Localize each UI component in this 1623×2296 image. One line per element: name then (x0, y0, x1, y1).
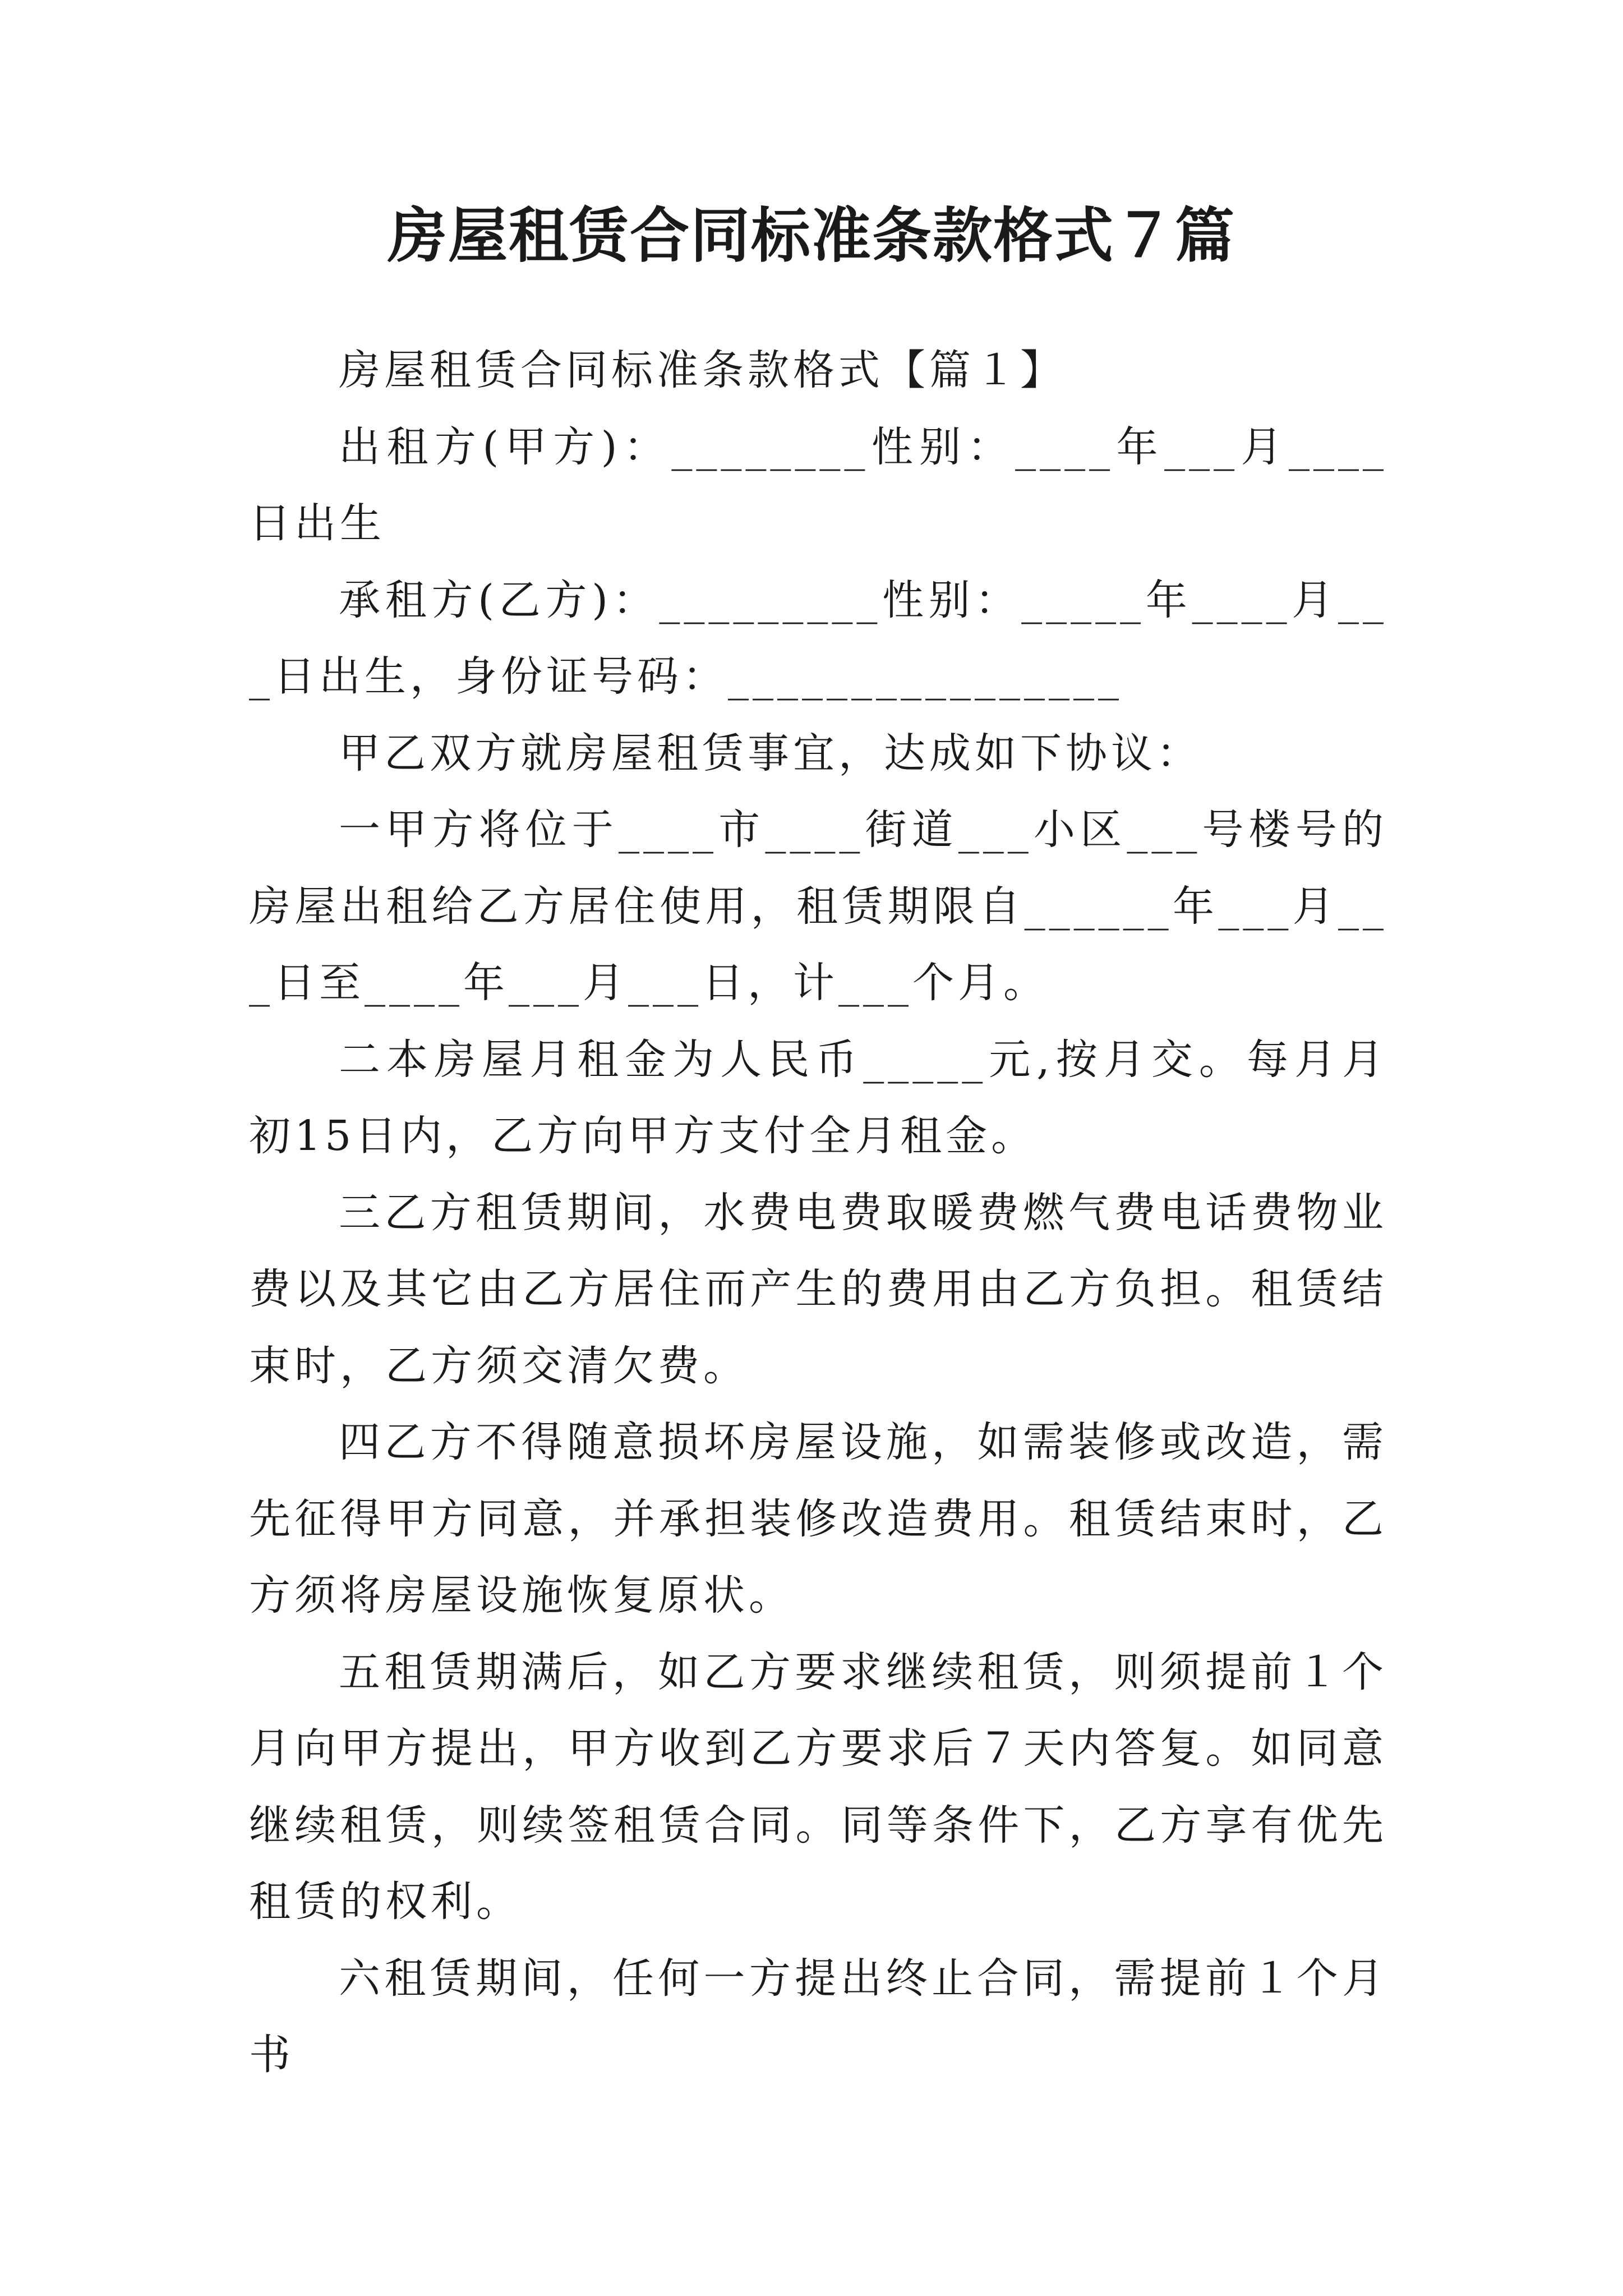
clause-2-paragraph: 二本房屋月租金为人民币_____元,按月交。每月月初15日内，乙方向甲方支付全月租金。 (249, 1035, 1387, 1160)
clause-1-paragraph: 一甲方将位于____市____街道___小区___号楼号的房屋出租给乙方居住使用，租赁期限自______年___月___日至____年___月___日，计___个月。 (249, 806, 1387, 1007)
document-body (249, 332, 1387, 2093)
lessor-info-paragraph: 出租方(甲方)：________性别：____年___月____日出生 (249, 422, 1387, 547)
clause-6-paragraph: 六租赁期间，任何一方提出终止合同，需提前１个月书 (249, 1954, 1387, 2079)
clause-5-paragraph: 五租赁期满后，如乙方要求继续租赁，则须提前１个月向甲方提出，甲方收到乙方要求后７天内答复。如同意继续租赁，则续签租赁合同。同等条件下，乙方享有优先租赁的权利。 (249, 1648, 1387, 1926)
section-heading: 房屋租赁合同标准条款格式【篇１】 (339, 346, 1066, 394)
document-title: 房屋租赁合同标准条款格式７篇 (388, 200, 1235, 270)
agreement-intro-paragraph: 甲乙双方就房屋租赁事宜，达成如下协议： (339, 729, 1202, 777)
clause-3-paragraph: 三乙方租赁期间，水费电费取暖费燃气费电话费物业费以及其它由乙方居住而产生的费用由乙方负担。租赁结束时，乙方须交清欠费。 (249, 1188, 1387, 1390)
lessee-info-paragraph: 承租方(乙方)：_________性别：_____年____月___日出生，身份证号码：________________ (249, 576, 1387, 701)
clause-4-paragraph: 四乙方不得随意损坏房屋设施，如需装修或改造，需先征得甲方同意，并承担装修改造费用。租赁结束时，乙方须将房屋设施恢复原状。 (249, 1418, 1387, 1619)
